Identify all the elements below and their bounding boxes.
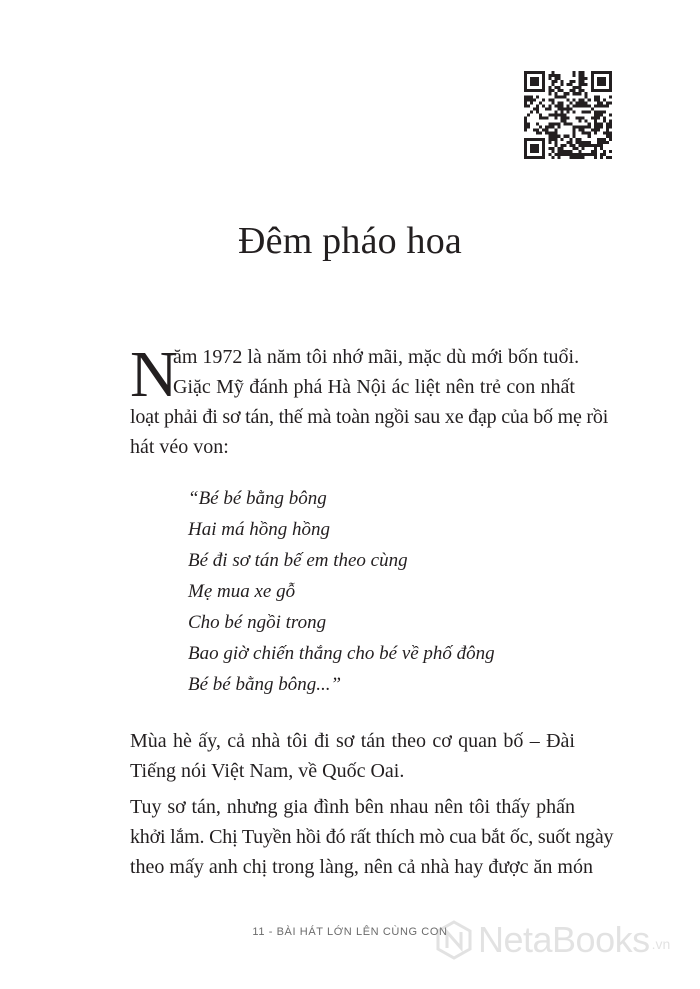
paragraph-line: ăm 1972 là năm tôi nhớ mãi, mặc dù mới bốn tuổi. [173,346,580,368]
drop-cap: N [130,338,178,411]
netabooks-logo-icon [434,920,474,960]
paragraph-line: loạt phải đi sơ tán, thế mà toàn ngồi sau xe đạp của bố mẹ rồi [130,406,609,428]
poem [188,483,495,700]
paragraph-1 [130,338,609,462]
paragraph-2 [130,726,575,786]
qr-code-icon [524,71,612,159]
paragraph-line: Giặc Mỹ đánh phá Hà Nội ác liệt nên trẻ con nhất [173,376,575,398]
poem-line: Bé bé bằng bông...” [188,674,342,695]
paragraph-line: Tiếng nói Việt Nam, về Quốc Oai. [130,760,405,782]
watermark [434,918,670,962]
paragraph-line: hát véo von: [130,436,229,458]
watermark-brand: NetaBooks [478,919,650,960]
poem-line: “Bé bé bằng bông [188,488,327,509]
paragraph-3 [130,792,614,882]
paragraph-line: khởi lắm. Chị Tuyền hồi đó rất thích mò cua bắt ốc, suốt ngày [130,826,614,848]
paragraph-line: theo mấy anh chị trong làng, nên cả nhà hay được ăn món [130,856,593,878]
watermark-tld: .vn [651,936,671,952]
page-footer: 11 - BÀI HÁT LỚN LÊN CÙNG CON [252,926,448,938]
paragraph-line: Tuy sơ tán, nhưng gia đình bên nhau nên tôi thấy phấn [130,796,575,818]
poem-line: Mẹ mua xe gỗ [188,581,296,602]
chapter-title: Đêm pháo hoa [238,220,462,262]
poem-line: Bé đi sơ tán bế em theo cùng [188,550,408,571]
paragraph-line: Mùa hè ấy, cả nhà tôi đi sơ tán theo cơ quan bố – Đài [130,730,575,752]
poem-line: Bao giờ chiến thắng cho bé về phố đông [188,643,495,664]
poem-line: Cho bé ngồi trong [188,612,327,633]
poem-line: Hai má hồng hồng [188,519,330,540]
